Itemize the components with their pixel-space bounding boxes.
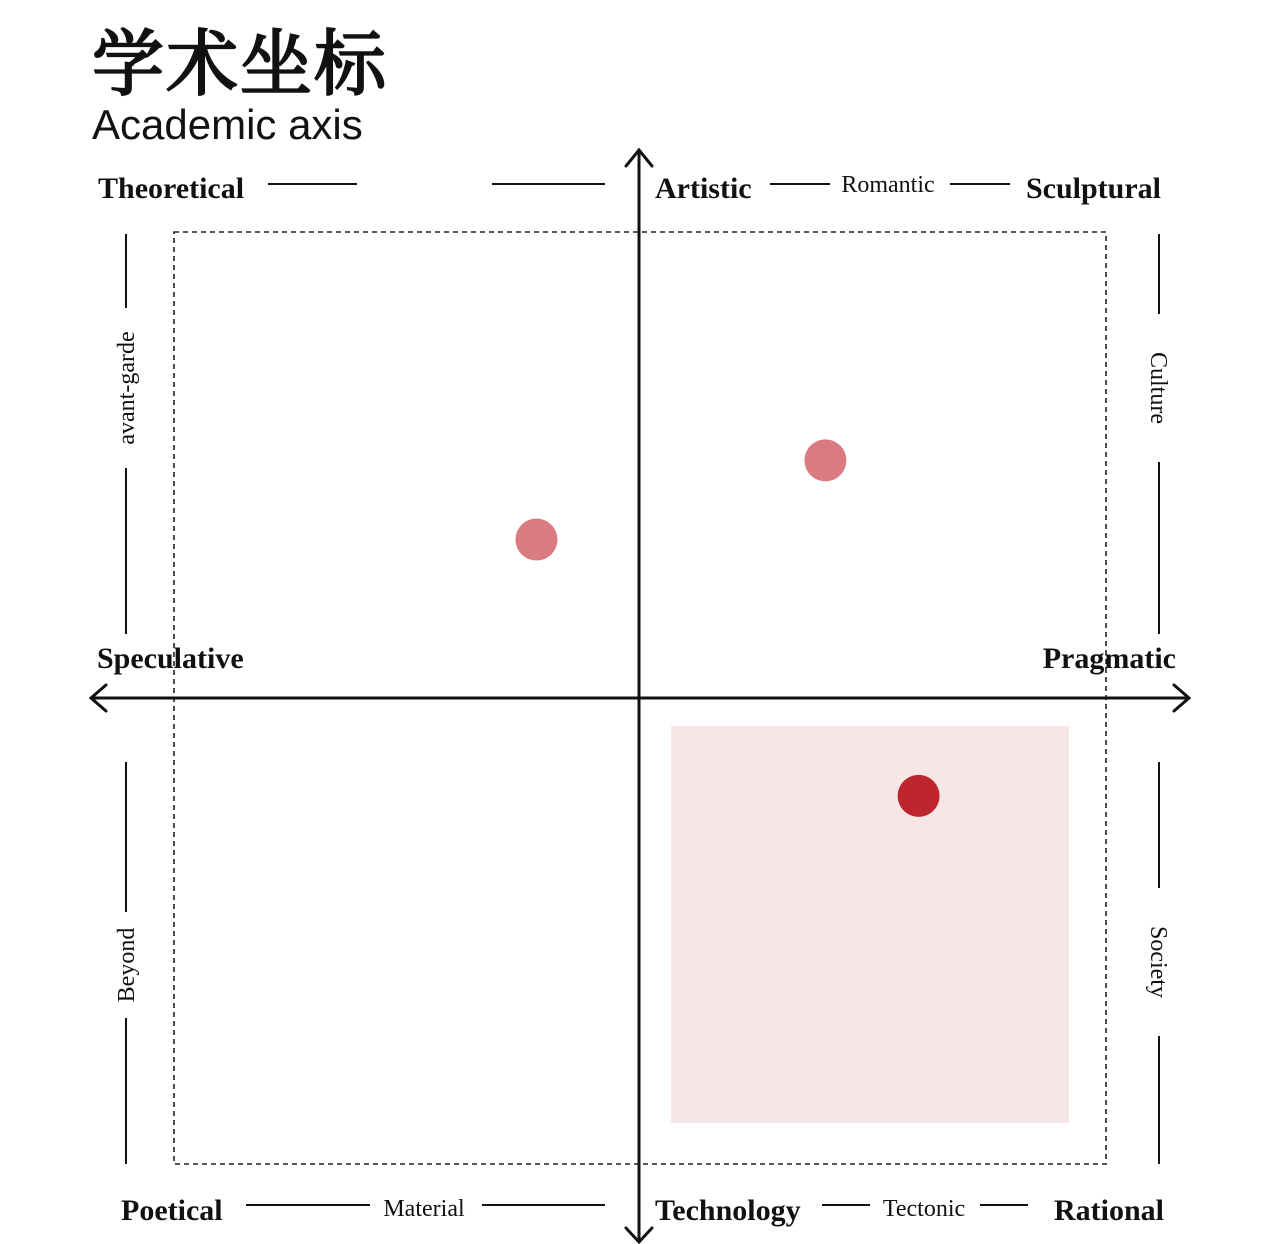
label-theoretical: Theoretical <box>98 172 245 205</box>
label-avant-garde: avant-garde <box>114 331 140 445</box>
label-artistic: Artistic <box>655 172 752 205</box>
highlight-region <box>671 726 1069 1123</box>
point-pragmatic-lower <box>898 775 940 817</box>
point-speculative <box>515 519 557 561</box>
label-technology: Technology <box>655 1194 801 1227</box>
label-beyond: Beyond <box>114 927 140 1003</box>
point-pragmatic-upper <box>804 439 846 481</box>
label-speculative: Speculative <box>97 642 244 675</box>
label-tectonic: Tectonic <box>882 1196 966 1222</box>
label-poetical: Poetical <box>121 1194 223 1227</box>
label-romantic: Romantic <box>841 172 935 198</box>
label-material: Material <box>383 1196 465 1222</box>
label-pragmatic: Pragmatic <box>1042 642 1176 675</box>
label-culture: Culture <box>1145 352 1171 424</box>
label-sculptural: Sculptural <box>1025 172 1161 205</box>
label-rational: Rational <box>1053 1194 1164 1227</box>
title-english: Academic axis <box>92 101 363 148</box>
label-society: Society <box>1145 926 1171 998</box>
title-chinese: 学术坐标 <box>92 22 389 106</box>
vertical-axis <box>626 150 652 1242</box>
